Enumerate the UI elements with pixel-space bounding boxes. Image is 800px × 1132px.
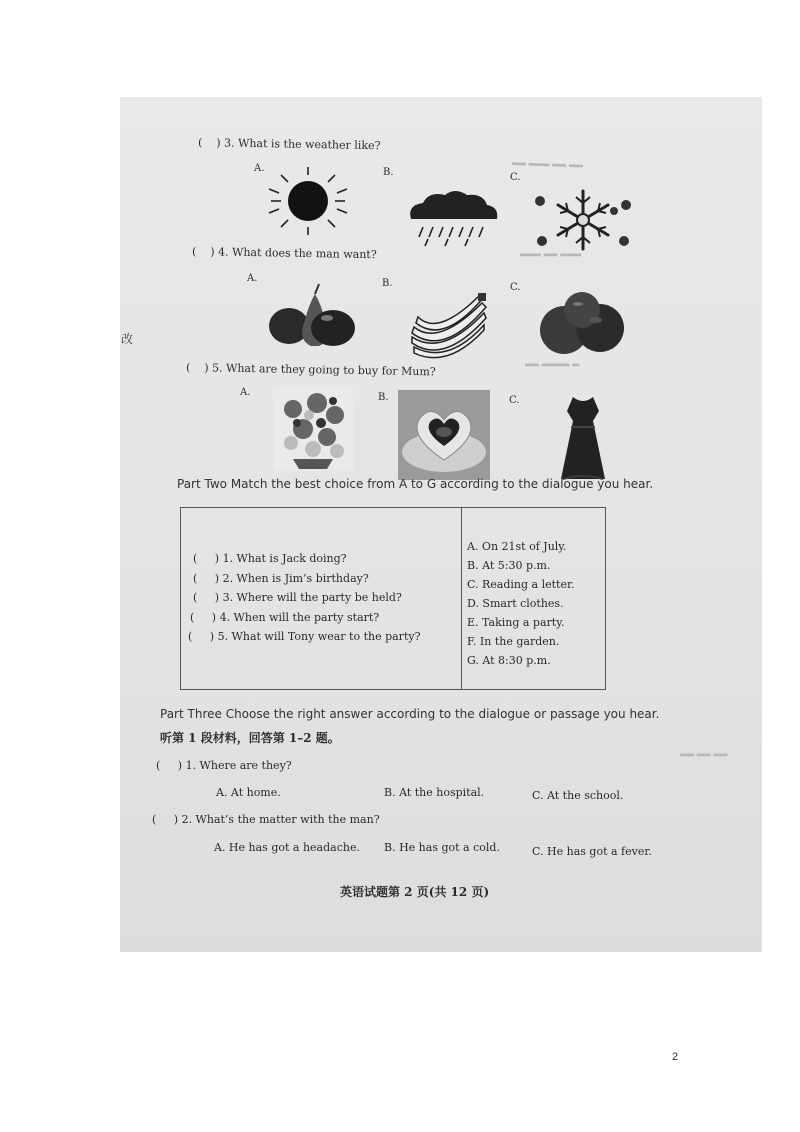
dress-icon	[557, 393, 609, 483]
snowflake-icon	[528, 185, 638, 255]
sun-icon	[263, 165, 353, 237]
match-table	[180, 507, 606, 690]
p3-question-1: ( ) 1. Where are they?	[156, 759, 292, 772]
match-choice: D. Smart clothes.	[467, 597, 564, 610]
q4-option-a: A.	[247, 273, 258, 284]
margin-character: 改	[121, 332, 134, 346]
q5-option-b: B.	[378, 392, 389, 403]
part-two-heading: Part Two Match the best choice from A to G according to the dialogue you hear.	[177, 477, 654, 491]
match-question-2: ( ) 2. When is Jim’s birthday?	[193, 572, 369, 585]
p3-q1-option-a: A. At home.	[216, 786, 281, 799]
match-choice: F. In the garden.	[467, 635, 560, 648]
page-footer: 英语试题第 2 页(共 12 页)	[340, 885, 490, 899]
q4-option-b: B.	[382, 278, 393, 289]
match-choice: G. At 8:30 p.m.	[467, 654, 551, 667]
match-question-3: ( ) 3. Where will the party be held?	[193, 591, 402, 604]
page-number: 2	[672, 1051, 679, 1063]
q3-option-c: C.	[510, 172, 521, 183]
exam-photo	[120, 97, 762, 952]
rain-cloud-icon	[403, 187, 503, 249]
match-question-1: ( ) 1. What is Jack doing?	[193, 552, 347, 565]
match-question-4: ( ) 4. When will the party start?	[190, 611, 380, 624]
q5-option-a: A.	[240, 387, 251, 398]
match-choice: B. At 5:30 p.m.	[467, 559, 551, 572]
question-5: ( ) 5. What are they going to buy for Mum?	[185, 361, 436, 379]
q3-option-b: B.	[383, 167, 394, 178]
flower-bouquet-icon	[273, 387, 353, 471]
p3-q2-option-a: A. He has got a headache.	[214, 841, 360, 854]
match-table-divider	[461, 508, 462, 689]
p3-q2-option-b: B. He has got a cold.	[384, 841, 500, 854]
question-4: ( ) 4. What does the man want?	[191, 245, 377, 262]
p3-q1-option-c: C. At the school.	[532, 789, 624, 802]
match-choice: A. On 21st of July.	[467, 540, 567, 553]
apples-icon	[538, 290, 628, 356]
part-three-instruction: 听第 1 段材料，回答第 1–2 题。	[160, 731, 340, 745]
pears-icon	[267, 280, 359, 348]
question-3: ( ) 3. What is the weather like?	[197, 136, 381, 153]
part-three-heading: Part Three Choose the right answer according to the dialogue or passage you hear.	[160, 707, 660, 721]
match-choice: E. Taking a party.	[467, 616, 565, 629]
heart-cake-icon	[398, 390, 490, 480]
bleed-through: ▂▂ ▂▂▂▂ ▂	[525, 357, 580, 367]
q3-option-a: A.	[254, 163, 265, 174]
p3-q2-option-c: C. He has got a fever.	[532, 845, 652, 858]
bleed-through: ▂▂▂ ▂▂ ▂▂▂	[520, 247, 582, 257]
p3-question-2: ( ) 2. What’s the matter with the man?	[152, 813, 380, 826]
match-choice: C. Reading a letter.	[467, 578, 575, 591]
q4-option-c: C.	[510, 282, 521, 293]
p3-q1-option-b: B. At the hospital.	[384, 786, 485, 799]
q5-option-c: C.	[509, 395, 520, 406]
bleed-through: ▂▂ ▂▂▂ ▂▂ ▂▂	[511, 155, 584, 169]
match-question-5: ( ) 5. What will Tony wear to the party?	[188, 630, 421, 643]
bananas-icon	[408, 287, 490, 363]
bleed-through: ▂▂ ▂▂ ▂▂	[680, 747, 728, 757]
